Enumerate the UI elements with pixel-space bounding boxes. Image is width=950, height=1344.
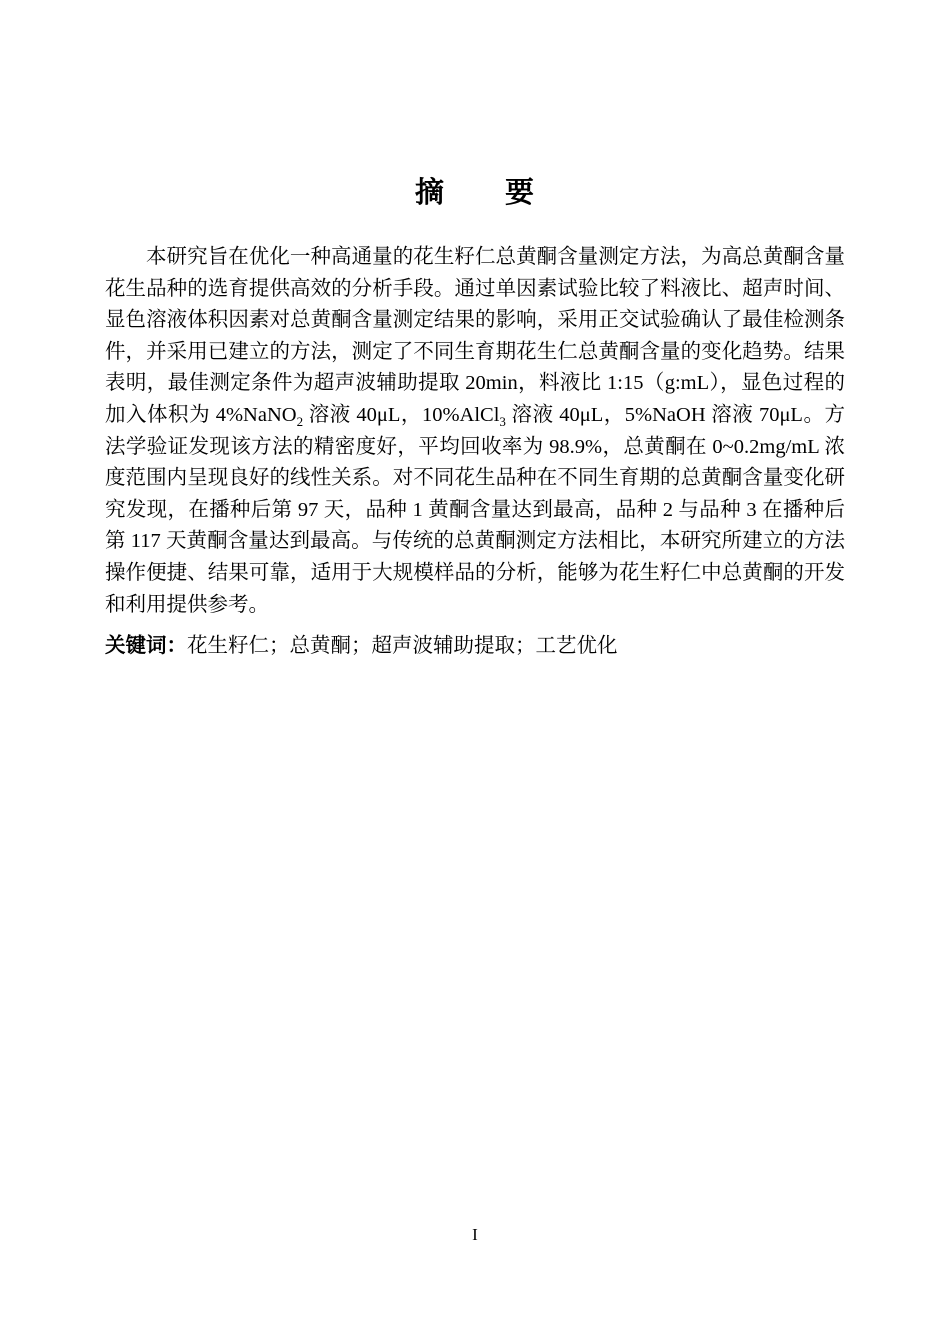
keywords-line xyxy=(105,631,845,663)
page-number: I xyxy=(472,1225,478,1244)
abstract-paragraph: 本研究旨在优化一种高通量的花生籽仁总黄酮含量测定方法，为高总黄酮含量花生品种的选育提供高效的分析手段。通过单因素试验比较了料液比、超声时间、显色溶液体积因素对总黄酮含量测定结果的影响，采用正交试验确认了最佳检测条件，并采用已建立的方法，测定了不同生育期花生仁总黄酮含量的变化趋势。结果表明，最佳测定条件为超声波辅助提取 20min，料液比 1:15（g:mL），显色过程的加入体积为 4%NaNO$_2$ 溶液 40μL，10%AlCl$_3$ 溶液 40μL，5%NaOH 溶液 70μL。方法学验证发现该方法的精密度好，平均回收率为 98.9%，总黄酮在 0~0.2mg/mL 浓度范围内呈现良好的线性关系。对不同花生品种在不同生育期的总黄酮含量变化研究发现，在播种后第 97 天，品种 1 黄酮含量达到最高，品种 2 与品种 3 在播种后第 117 天黄酮含量达到最高。与传统的总黄酮测定方法相比，本研究所建立的方法操作便捷、结果可靠，适用于大规模样品的分析，能够为花生籽仁中总黄酮的开发和利用提供参考。 xyxy=(105,246,845,616)
keywords-text: 花生籽仁；总黄酮；超声波辅助提取；工艺优化 xyxy=(187,635,618,657)
abstract-title: 摘 要 xyxy=(414,177,535,209)
keywords-label: 关键词： xyxy=(105,635,187,657)
